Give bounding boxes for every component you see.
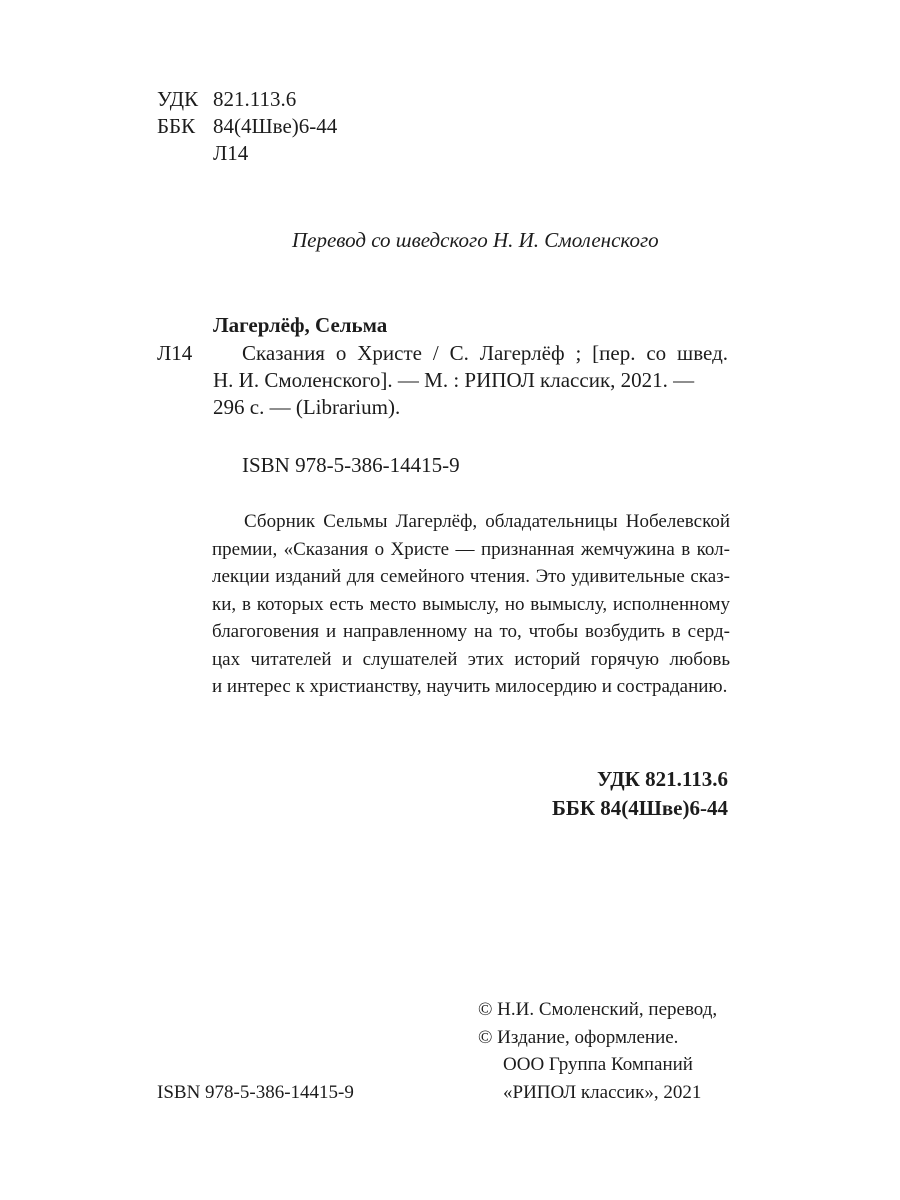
annotation xyxy=(212,508,730,701)
author-mark-top: Л14 xyxy=(213,141,249,165)
catalog-author: Лагерлёф, Сельма xyxy=(213,313,388,337)
annotation-line: премии, «Сказания о Христе — признанная жемчужина в кол- xyxy=(212,538,730,560)
catalog-line: Сказания о Христе / С. Лагерлёф ; [пер. со швед. xyxy=(242,341,728,365)
bbk-row xyxy=(157,113,337,140)
udk-row xyxy=(157,86,337,113)
annotation-line: ки, в которых есть место вымыслу, но вымыслу, исполненному xyxy=(212,593,730,615)
annotation-line: цах читателей и слушателей этих историй горячую любовь xyxy=(212,648,730,670)
copyright-block xyxy=(478,996,717,1106)
catalog-line: 296 с. — (Librarium). xyxy=(213,395,401,419)
annotation-line: и интерес к христианству, научить милосердию и состраданию. xyxy=(212,676,728,697)
catalog-isbn: ISBN 978-5-386-14415-9 xyxy=(242,453,460,477)
annotation-line: Сборник Сельмы Лагерлёф, обладательницы Нобелевской xyxy=(244,511,730,532)
classification-codes-top xyxy=(157,86,337,167)
udk-code-bottom: УДК 821.113.6 xyxy=(596,767,728,791)
annotation-line: лекции изданий для семейного чтения. Это удивительные сказ- xyxy=(212,566,730,587)
translator-note: Перевод со шведского Н. И. Смоленского xyxy=(292,228,659,252)
bbk-label: ББК xyxy=(157,114,196,138)
catalog-description xyxy=(213,340,728,421)
udk-label: УДК xyxy=(157,87,199,111)
copyright-design: © Издание, оформление. xyxy=(478,1026,679,1048)
copyright-translation: © Н.И. Смоленский, перевод, xyxy=(478,999,718,1020)
annotation-line: благоговения и направленному на то, чтобы возбудить в серд- xyxy=(212,621,730,642)
catalog-author-mark: Л14 xyxy=(157,341,193,365)
bbk-code-bottom: ББК 84(4Шве)6-44 xyxy=(552,796,728,820)
isbn-bottom: ISBN 978-5-386-14415-9 xyxy=(157,1082,354,1103)
copyright-publisher: ООО Группа Компаний xyxy=(503,1054,693,1075)
bbk-value: 84(4Шве)6-44 xyxy=(213,114,338,138)
author-mark-row xyxy=(157,140,337,167)
copyright-publisher-name: «РИПОЛ классик», 2021 xyxy=(503,1081,702,1103)
classification-codes-bottom xyxy=(552,765,728,823)
udk-value: 821.113.6 xyxy=(213,87,297,111)
catalog-line: Н. И. Смоленского]. — М. : РИПОЛ классик, 2021. — xyxy=(213,368,695,392)
